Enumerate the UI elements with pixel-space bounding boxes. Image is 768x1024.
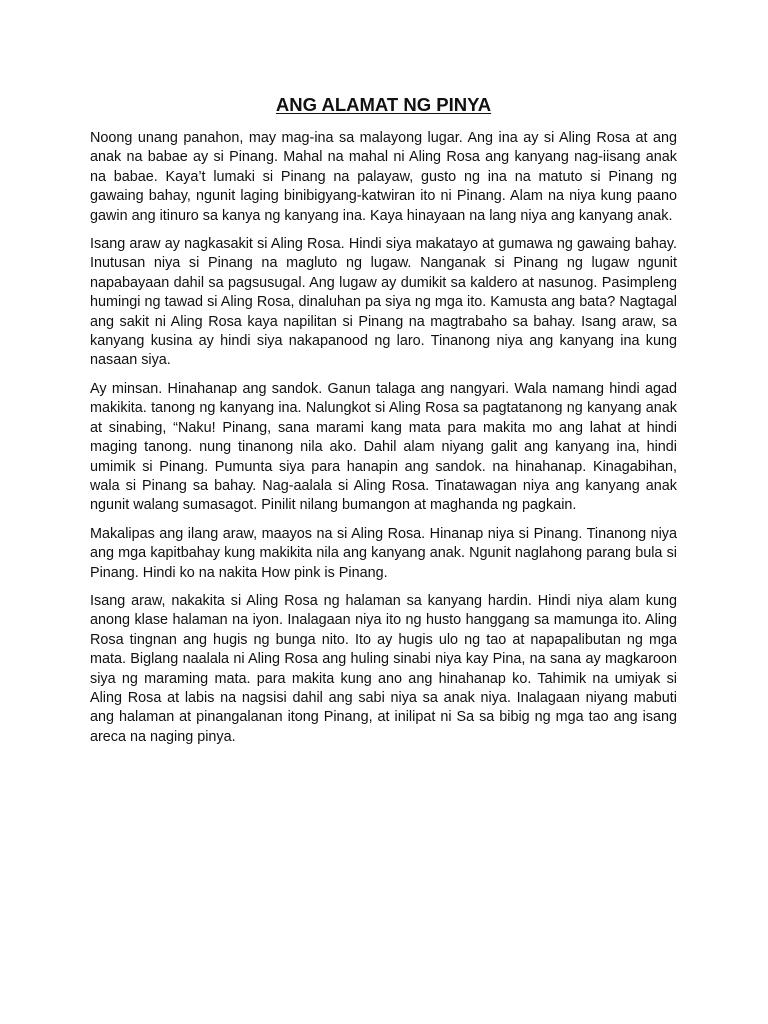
paragraph: Makalipas ang ilang araw, maayos na si Aling Rosa. Hinanap niya si Pinang. Tinanong niya ang mga kapitbahay kung makikita nila ang kanyang anak. Ngunit naglahong parang bula si Pinang. Hindi ko na nakita How pink is Pinang. (90, 525, 677, 581)
paragraph: Noong unang panahon, may mag-ina sa malayong lugar. Ang ina ay si Aling Rosa at ang anak na babae ay si Pinang. Mahal na mahal ni Aling Rosa ang kanyang nag-iisang anak na babae. Kaya’t lumaki si Pinang na palayaw, gusto ng ina na matuto si Pinang ng gawaing bahay, ngunit laging binibigyang-katwiran ito ni Pinang. Alam na niya kung paano gawin ang itinuro sa kanya ng kanyang ina. Kaya hinayaan na lang niya ang kanyang anak. (90, 130, 677, 224)
paragraph: Isang araw ay nagkasakit si Aling Rosa. Hindi siya makatayo at gumawa ng gawaing bahay. Inutusan niya si Pinang na magluto ng lugaw. Nanganak si Pinang ng lugaw ngunit napabayaan dahil sa pagsusugal. Ang lugaw ay dumikit sa kaldero at nasunog. Pasimpleng humingi ng tawad si Aling Rosa, dinaluhan pa siya ng mga ito. Kamusta ang bata? Nagtagal ang sakit ni Aling Rosa kaya napilitan si Pinang na magtrabaho sa bahay. Isang araw, sa kanyang kusina ay hindi siya nakapanood ng laro. Tinanong niya ang kanyang ina kung nasaan siya. (90, 236, 677, 369)
paragraph: Ay minsan. Hinahanap ang sandok. Ganun talaga ang nangyari. Wala namang hindi agad makikita. tanong ng kanyang ina. Nalungkot si Aling Rosa sa pagtatanong ng kanyang anak at sinabing, “Naku! Pinang, sana marami kang mata para makita mo ang lahat at hindi maging tanong. nung tinanong nila ako. Dahil alam niyang galit ang kanyang ina, hindi umimik si Pinang. Pumunta siya para hanapin ang sandok. na hinahanap. Kinagabihan, wala si Pinang sa bahay. Nag-aalala si Aling Rosa. Tinatawagan niya ang kanyang anak ngunit walang sumasagot. Pinilit nilang bumangon at maghanda ng pagkain. (90, 380, 677, 514)
document-title: ANG ALAMAT NG PINYA (275, 94, 492, 115)
document-page (90, 93, 677, 756)
paragraph: Isang araw, nakakita si Aling Rosa ng halaman sa kanyang hardin. Hindi niya alam kung anong klase halaman na iyon. Inalagaan niya ito ng husto hanggang sa mamunga ito. Aling Rosa tingnan ang hugis ng bunga nito. Ito ay hugis ulo ng tao at napapalibutan ng mga mata. Biglang naalala ni Aling Rosa ang huling sinabi niya kay Pina, na sana ay magkaroon siya ng maraming mata. para makita kung ano ang hinahanap ko. Tahimik na umiyak si Aling Rosa at labis na nagsisi dahil ang sabi niya sa anak niya. Inalagaan niyang mabuti ang halaman at pinangalanan itong Pinang, at inilipat ni Sa sa bibig ng mga tao ang isang areca na naging pinya. (90, 592, 677, 745)
